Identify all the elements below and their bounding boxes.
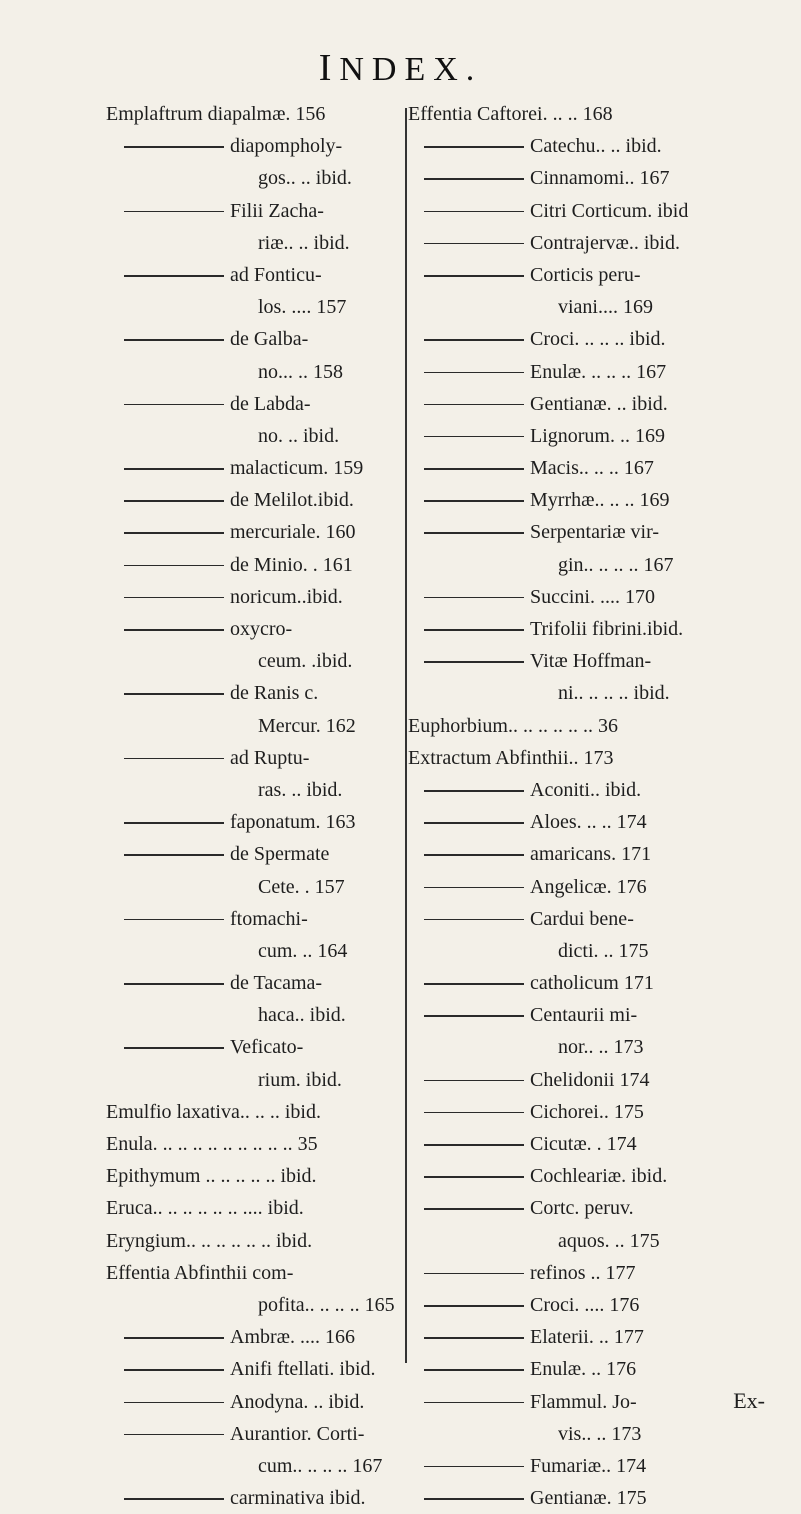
ditto-rule: [424, 629, 524, 631]
index-entry: [106, 1353, 406, 1385]
index-entry: [106, 871, 406, 903]
entry-text: ni.. .. .. .. ibid.: [558, 682, 670, 705]
ditto-rule: [124, 758, 224, 760]
index-entry: [408, 1192, 738, 1224]
index-entry: [408, 613, 738, 645]
entry-text: de Ranis c.: [230, 682, 319, 705]
entry-text: cum.. .. .. .. 167: [258, 1454, 383, 1477]
index-entry: [408, 1450, 738, 1482]
index-entry: [408, 903, 738, 935]
ditto-rule: [124, 822, 224, 824]
ditto-rule: [424, 1402, 524, 1404]
index-entry: [408, 838, 738, 870]
index-entry: [106, 1450, 406, 1482]
ditto-rule: [424, 339, 524, 341]
ditto-rule: [424, 275, 524, 277]
entry-text: Enula. .. .. .. .. .. .. .. .. .. 35: [106, 1133, 318, 1155]
entry-text: ras. .. ibid.: [258, 778, 343, 801]
entry-text: pofita.. .. .. .. 165: [258, 1293, 395, 1316]
index-entry: [106, 356, 406, 388]
index-entry: [408, 774, 738, 806]
ditto-rule: [424, 1208, 524, 1210]
index-entry: [408, 1064, 738, 1096]
ditto-rule: [424, 790, 524, 792]
ditto-rule: [124, 500, 224, 502]
index-entry: [106, 484, 406, 516]
index-entry: [106, 162, 406, 194]
entry-text: Serpentariæ vir-: [530, 521, 660, 544]
entry-text: refinos .. 177: [530, 1261, 636, 1284]
entry-text: de Labda-: [230, 392, 311, 415]
index-entry: [408, 227, 738, 259]
entry-text: Croci. .. .. .. ibid.: [530, 328, 666, 351]
entry-text: Aloes. .. .. 174: [530, 811, 647, 834]
entry-text: riæ.. .. ibid.: [258, 231, 350, 254]
entry-text: Gentianæ. 175: [530, 1487, 647, 1510]
entry-text: no. .. ibid.: [258, 424, 340, 447]
entry-text: Cardui bene-: [530, 907, 634, 930]
index-entry: [106, 1321, 406, 1353]
page-header: [0, 46, 801, 90]
index-entry: [408, 98, 738, 130]
ditto-rule: [124, 532, 224, 534]
ditto-rule: [424, 983, 524, 985]
index-entry: [106, 516, 406, 548]
index-entry: [408, 806, 738, 838]
index-entry: [408, 452, 738, 484]
index-entry: [408, 1353, 738, 1385]
entry-text: Emplaftrum diapalmæ. 156: [106, 103, 326, 125]
index-entry: [408, 1289, 738, 1321]
entry-text: de Spermate: [230, 843, 330, 866]
header-initial: I: [318, 47, 340, 89]
entry-text: Cicutæ. . 174: [530, 1133, 637, 1155]
index-entry: [408, 484, 738, 516]
ditto-rule: [424, 1176, 524, 1178]
index-entry: [106, 645, 406, 677]
ditto-rule: [424, 919, 524, 921]
ditto-rule: [124, 1337, 224, 1339]
index-entry: [106, 130, 406, 162]
index-entry: [408, 1386, 738, 1418]
entry-text: no... .. 158: [258, 360, 343, 383]
ditto-rule: [424, 597, 524, 599]
ditto-rule: [124, 1498, 224, 1500]
ditto-rule: [424, 1080, 524, 1082]
ditto-rule: [424, 1369, 524, 1371]
index-entry: [408, 323, 738, 355]
ditto-rule: [124, 854, 224, 856]
entry-text: malacticum. 159: [230, 457, 364, 480]
entry-text: Flammul. Jo-: [530, 1390, 637, 1413]
index-entry: [106, 613, 406, 645]
entry-text: Euphorbium.. .. .. .. .. .. 36: [408, 714, 618, 737]
entry-text: Eruca.. .. .. .. .. .. .... ibid.: [106, 1197, 304, 1220]
index-entry: [106, 742, 406, 774]
index-entry: [408, 1321, 738, 1353]
entry-text: Filii Zacha-: [230, 199, 324, 222]
entry-text: Mercur. 162: [258, 714, 356, 737]
entry-text: ftomachi-: [230, 907, 308, 930]
entry-text: aquos. .. 175: [558, 1229, 660, 1252]
ditto-rule: [424, 1305, 524, 1307]
ditto-rule: [124, 146, 224, 148]
left-index-column: [106, 98, 406, 1514]
index-entry: [106, 677, 406, 709]
index-entry: [106, 806, 406, 838]
entry-text: haca.. ibid.: [258, 1004, 346, 1027]
entry-text: Chelidonii 174: [530, 1068, 650, 1091]
entry-text: Effentia Abfinthii com-: [106, 1261, 294, 1284]
ditto-rule: [424, 532, 524, 534]
ditto-rule: [124, 1434, 224, 1436]
index-entry: [408, 356, 738, 388]
ditto-rule: [424, 1337, 524, 1339]
entry-text: Citri Corticum. ibid: [530, 199, 689, 222]
ditto-rule: [424, 372, 524, 374]
ditto-rule: [124, 211, 224, 213]
ditto-rule: [424, 211, 524, 213]
index-entry: [408, 195, 738, 227]
index-entry: [408, 1096, 738, 1128]
ditto-rule: [124, 597, 224, 599]
index-entry: [106, 291, 406, 323]
index-entry: [106, 195, 406, 227]
entry-text: ad Ruptu-: [230, 746, 310, 769]
ditto-rule: [424, 854, 524, 856]
entry-text: Contrajervæ.. ibid.: [530, 231, 680, 254]
ditto-rule: [424, 822, 524, 824]
entry-text: Croci. .... 176: [530, 1293, 640, 1316]
header-rest: NDEX.: [339, 51, 483, 88]
ditto-rule: [124, 1047, 224, 1049]
entry-text: Fumariæ.. 174: [530, 1454, 647, 1477]
index-entry: [106, 838, 406, 870]
entry-text: de Tacama-: [230, 972, 323, 995]
index-entry: [408, 1225, 738, 1257]
index-entry: [106, 1257, 406, 1289]
entry-text: gos.. .. ibid.: [258, 167, 352, 190]
right-index-column: [408, 98, 738, 1514]
entry-text: Veficato-: [230, 1036, 304, 1059]
entry-text: Eryngium.. .. .. .. .. .. ibid.: [106, 1229, 313, 1252]
entry-text: Anifi ftellati. ibid.: [230, 1358, 376, 1381]
index-entry: [106, 227, 406, 259]
catchword: Ex-: [733, 1388, 765, 1413]
ditto-rule: [124, 693, 224, 695]
index-entry: [106, 1160, 406, 1192]
ditto-rule: [424, 1498, 524, 1500]
entry-text: oxycro-: [230, 618, 293, 640]
index-entry: [106, 549, 406, 581]
entry-text: Cochleariæ. ibid.: [530, 1165, 668, 1188]
index-entry: [408, 130, 738, 162]
ditto-rule: [124, 919, 224, 921]
entry-text: Corticis peru-: [530, 263, 641, 286]
entry-text: Angelicæ. 176: [530, 875, 647, 898]
index-entry: [408, 420, 738, 452]
index-entry: [106, 1128, 406, 1160]
entry-text: Trifolii fibrini.ibid.: [530, 618, 684, 640]
index-entry: [106, 935, 406, 967]
ditto-rule: [124, 339, 224, 341]
index-entry: [408, 259, 738, 291]
entry-text: faponatum. 163: [230, 811, 356, 834]
index-entry: [106, 1031, 406, 1063]
ditto-rule: [124, 1369, 224, 1371]
entry-text: de Galba-: [230, 328, 309, 351]
entry-text: Succini. .... 170: [530, 585, 655, 608]
index-entry: [106, 1418, 406, 1450]
entry-text: Gentianæ. .. ibid.: [530, 392, 668, 415]
entry-text: cum. .. 164: [258, 939, 348, 962]
index-entry: [106, 1289, 406, 1321]
entry-text: Elaterii. .. 177: [530, 1326, 644, 1349]
entry-text: ad Fonticu-: [230, 263, 322, 286]
index-entry: [106, 388, 406, 420]
entry-text: viani.... 169: [558, 296, 653, 319]
entry-text: ceum. .ibid.: [258, 650, 353, 673]
entry-text: los. .... 157: [258, 296, 347, 319]
entry-text: gin.. .. .. .. 167: [558, 553, 674, 576]
entry-text: Enulæ. .. .. .. 167: [530, 360, 667, 383]
ditto-rule: [424, 887, 524, 889]
entry-text: nor.. .. 173: [558, 1036, 644, 1059]
entry-text: Cichorei.. 175: [530, 1100, 644, 1123]
index-entry: [106, 452, 406, 484]
index-entry: [106, 323, 406, 355]
ditto-rule: [124, 565, 224, 567]
ditto-rule: [124, 468, 224, 470]
ditto-rule: [424, 1466, 524, 1468]
index-entry: [408, 516, 738, 548]
index-entry: [408, 935, 738, 967]
ditto-rule: [124, 983, 224, 985]
entry-text: Ambræ. .... 166: [230, 1326, 355, 1349]
entry-text: dicti. .. 175: [558, 939, 649, 962]
index-entry: [106, 1064, 406, 1096]
entry-text: Centaurii mi-: [530, 1004, 638, 1027]
entry-text: Vitæ Hoffman-: [530, 650, 652, 673]
index-entry: [106, 420, 406, 452]
index-entry: [106, 581, 406, 613]
entry-text: Lignorum. .. 169: [530, 424, 665, 447]
entry-text: carminativa ibid.: [230, 1487, 366, 1510]
entry-text: Cete. . 157: [258, 875, 345, 898]
ditto-rule: [424, 661, 524, 663]
ditto-rule: [124, 275, 224, 277]
index-entry: [408, 1482, 738, 1514]
ditto-rule: [424, 146, 524, 148]
entry-text: Myrrhæ.. .. .. 169: [530, 489, 670, 512]
ditto-rule: [424, 436, 524, 438]
entry-text: de Minio. . 161: [230, 553, 353, 576]
entry-text: Enulæ. .. 176: [530, 1358, 637, 1381]
entry-text: Catechu.. .. ibid.: [530, 135, 662, 158]
entry-text: diapompholy-: [230, 135, 343, 158]
index-entry: [106, 999, 406, 1031]
index-entry: [408, 291, 738, 323]
entry-text: Aconiti.. ibid.: [530, 778, 642, 801]
entry-text: catholicum 171: [530, 972, 654, 995]
ditto-rule: [424, 178, 524, 180]
entry-text: mercuriale. 160: [230, 521, 356, 544]
ditto-rule: [124, 404, 224, 406]
index-entry: [408, 162, 738, 194]
entry-text: de Melilot.ibid.: [230, 489, 354, 512]
entry-text: Extractum Abfinthii.. 173: [408, 746, 614, 769]
ditto-rule: [424, 500, 524, 502]
ditto-rule: [424, 404, 524, 406]
index-entry: [408, 1257, 738, 1289]
index-entry: [408, 1128, 738, 1160]
index-entry: [408, 967, 738, 999]
index-entry: [408, 999, 738, 1031]
index-entry: [408, 742, 738, 774]
index-entry: [106, 774, 406, 806]
entry-text: Macis.. .. .. 167: [530, 457, 654, 480]
ditto-rule: [424, 468, 524, 470]
index-entry: [408, 1031, 738, 1063]
index-entry: [408, 677, 738, 709]
column-divider: [405, 108, 407, 1363]
index-entry: [106, 259, 406, 291]
index-entry: [106, 1386, 406, 1418]
entry-text: Aurantior. Corti-: [230, 1422, 365, 1445]
index-entry: [106, 1192, 406, 1224]
ditto-rule: [124, 1402, 224, 1404]
index-entry: [106, 710, 406, 742]
entry-text: Cortc. peruv.: [530, 1197, 634, 1220]
index-entry: [408, 549, 738, 581]
entry-text: noricum..ibid.: [230, 585, 343, 608]
entry-text: amaricans. 171: [530, 843, 652, 866]
index-entry: [106, 1482, 406, 1514]
index-entry: [106, 967, 406, 999]
index-entry: [408, 710, 738, 742]
ditto-rule: [424, 1112, 524, 1114]
index-entry: [408, 1418, 738, 1450]
index-entry: [106, 1225, 406, 1257]
ditto-rule: [124, 629, 224, 631]
entry-text: Emulfio laxativa.. .. .. ibid.: [106, 1100, 321, 1123]
entry-text: Epithymum .. .. .. .. .. ibid.: [106, 1165, 317, 1188]
index-entry: [408, 871, 738, 903]
ditto-rule: [424, 243, 524, 245]
index-entry: [106, 98, 406, 130]
entry-text: vis.. .. 173: [558, 1422, 642, 1445]
ditto-rule: [424, 1015, 524, 1017]
entry-text: rium. ibid.: [258, 1068, 342, 1091]
index-entry: [408, 388, 738, 420]
entry-text: Anodyna. .. ibid.: [230, 1390, 365, 1413]
index-entry: [408, 1160, 738, 1192]
index-entry: [106, 1096, 406, 1128]
index-entry: [408, 581, 738, 613]
index-entry: [408, 645, 738, 677]
ditto-rule: [424, 1144, 524, 1146]
index-entry: [106, 903, 406, 935]
entry-text: Effentia Caftorei. .. .. 168: [408, 103, 613, 125]
ditto-rule: [424, 1273, 524, 1275]
entry-text: Cinnamomi.. 167: [530, 167, 670, 190]
